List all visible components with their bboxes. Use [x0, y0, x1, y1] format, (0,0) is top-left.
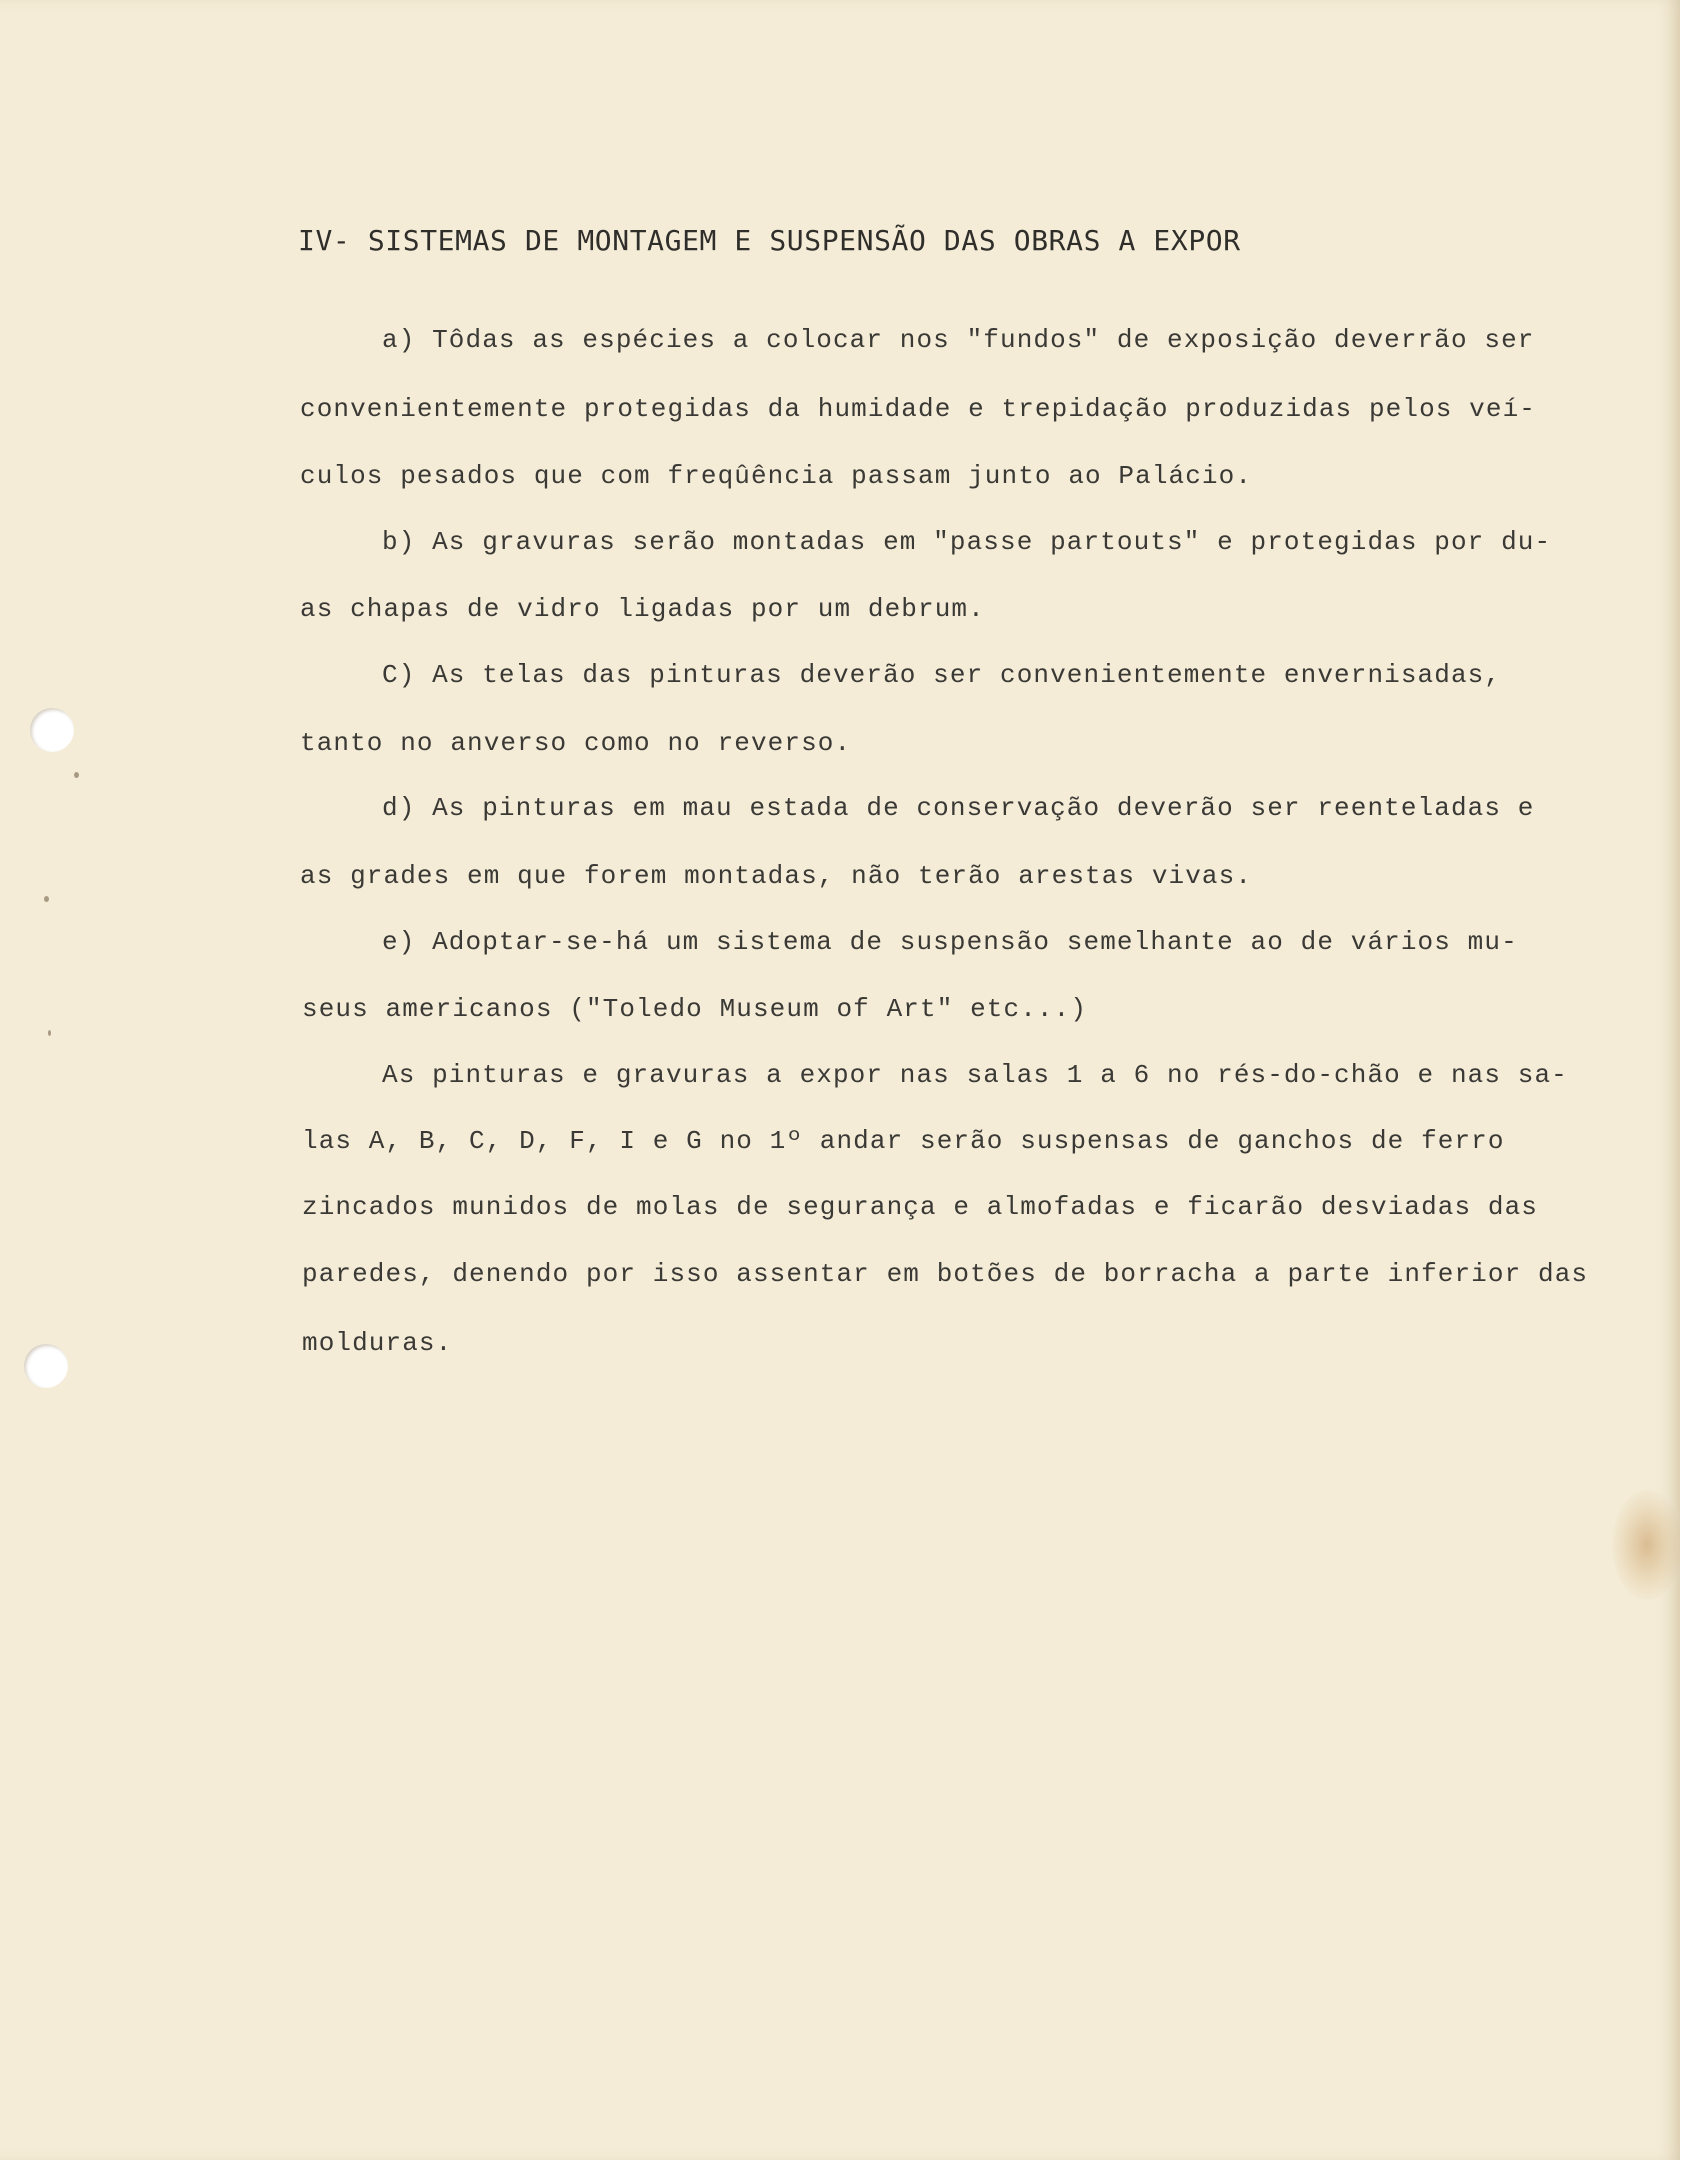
text-line: e) Adoptar-se-há um sistema de suspensão semelhante ao de vários mu-	[382, 927, 1518, 957]
paper-stain	[1612, 1490, 1682, 1600]
text-line: seus americanos ("Toledo Museum of Art" etc...)	[302, 994, 1088, 1024]
text-line: a) Tôdas as espécies a colocar nos "fundos" de exposição deverrão ser	[382, 325, 1535, 355]
text-line: b) As gravuras serão montadas em "passe partouts" e protegidas por du-	[382, 527, 1552, 557]
text-line: tanto no anverso como no reverso.	[300, 728, 852, 758]
text-line: paredes, denendo por isso assentar em botões de borracha a parte inferior das	[302, 1259, 1589, 1289]
text-line: convenientemente protegidas da humidade e trepidação produzidas pelos veí-	[300, 394, 1536, 424]
text-line: C) As telas das pinturas deverão ser convenientemente envernisadas,	[382, 660, 1502, 690]
punch-hole	[30, 708, 74, 752]
text-line: as chapas de vidro ligadas por um debrum.	[300, 594, 985, 624]
section-heading: IV- SISTEMAS DE MONTAGEM E SUSPENSÃO DAS OBRAS A EXPOR	[298, 224, 1241, 257]
page-margin	[1680, 0, 1707, 2160]
paper-speck	[74, 772, 79, 778]
paper-speck	[44, 896, 49, 902]
text-line: d) As pinturas em mau estada de conservação deverão ser reenteladas e	[382, 793, 1535, 823]
text-line: culos pesados que com freqûência passam junto ao Palácio.	[300, 461, 1253, 491]
paper-speck	[48, 1030, 51, 1036]
text-line: as grades em que forem montadas, não terão arestas vivas.	[300, 861, 1253, 891]
text-line: molduras.	[302, 1328, 453, 1358]
text-line: As pinturas e gravuras a expor nas salas 1 a 6 no rés-do-chão e nas sa-	[382, 1060, 1568, 1090]
text-line: las A, B, C, D, F, I e G no 1º andar serão suspensas de ganchos de ferro	[302, 1126, 1505, 1156]
punch-hole	[24, 1344, 68, 1388]
text-line: zincados munidos de molas de segurança e almofadas e ficarão desviadas das	[302, 1192, 1538, 1222]
